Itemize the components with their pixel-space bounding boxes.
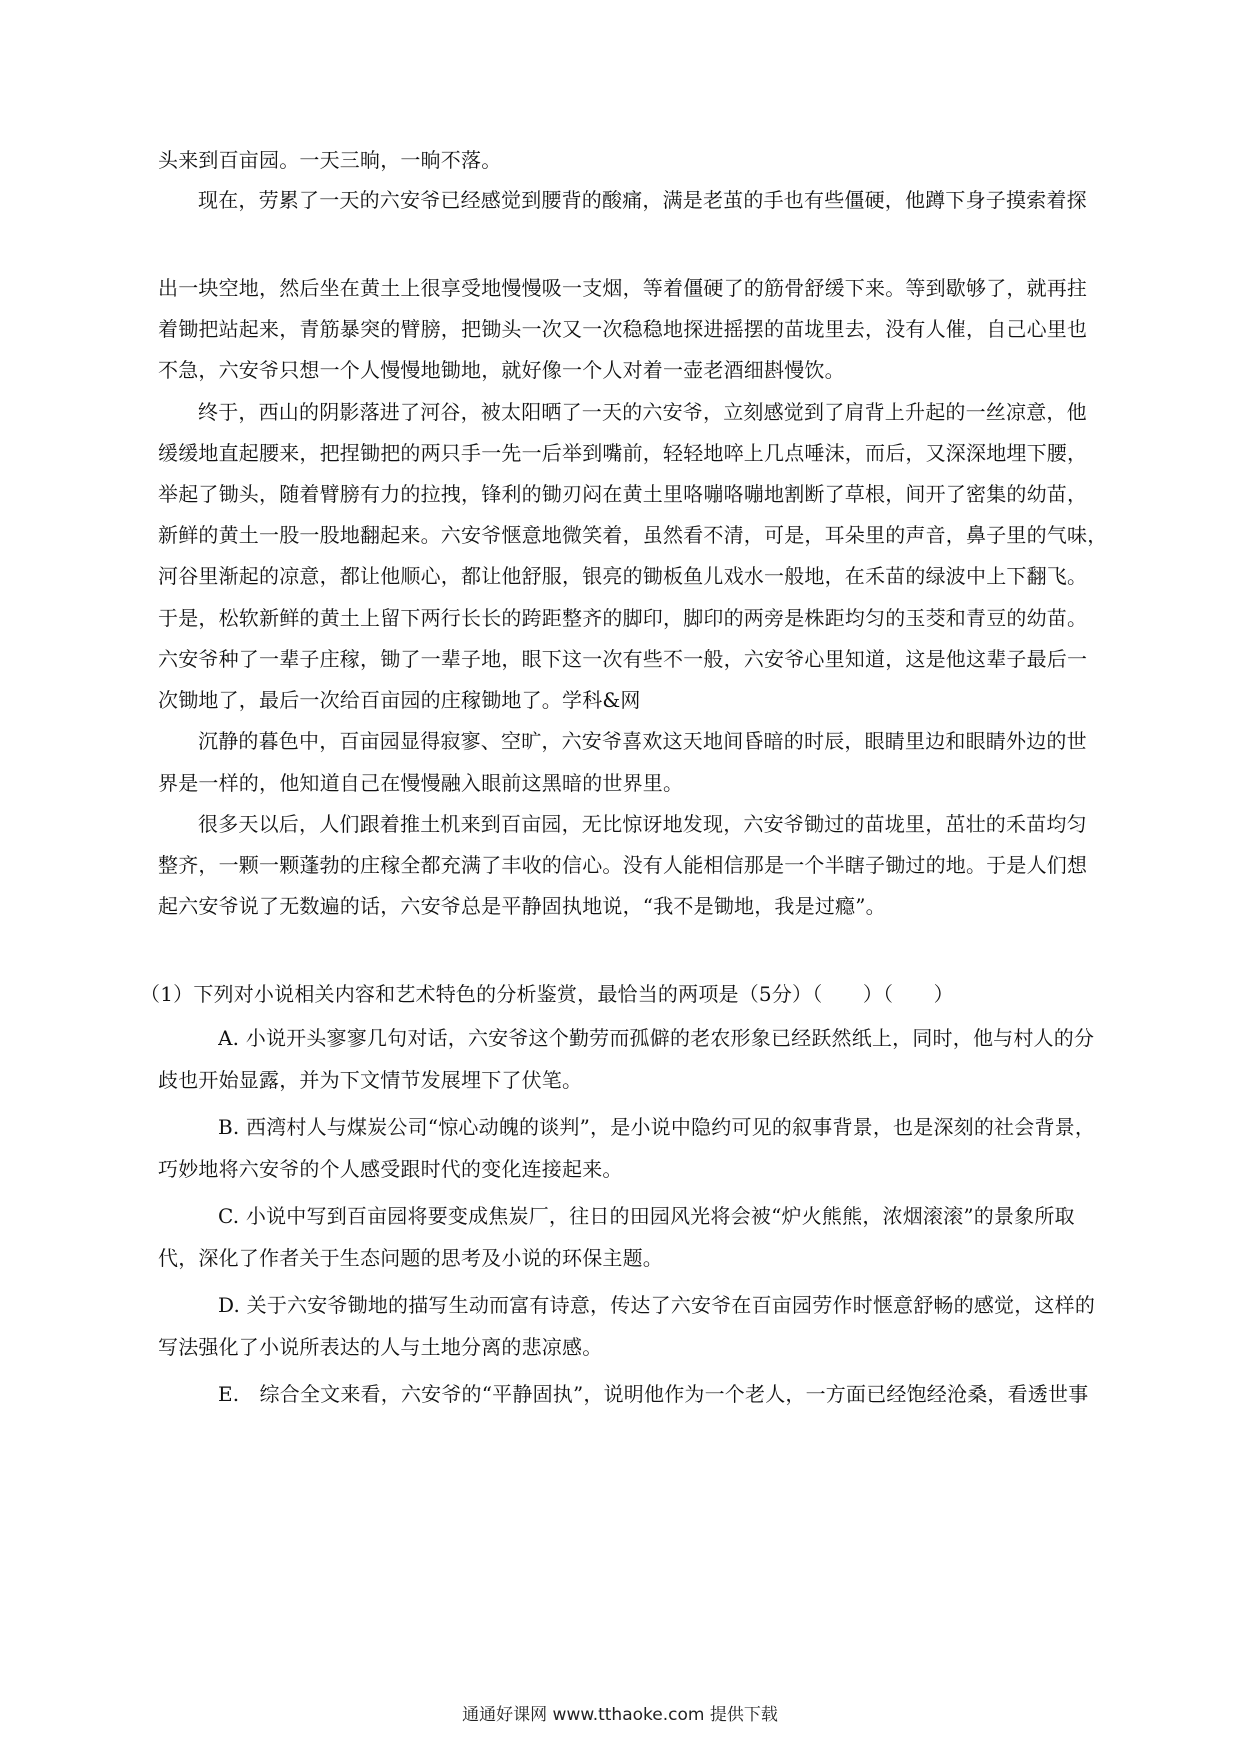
question-option-b: B. 西湾村人与煤炭公司“惊心动魄的谈判”，是小说中隐约可见的叙事背景，也是深刻的社会背景， xyxy=(218,1115,1096,1139)
passage-line: 起六安爷说了无数遍的话，六安爷总是平静固执地说，“我不是锄地，我是过瘾”。 xyxy=(158,894,886,918)
passage-line: 出一块空地，然后坐在黄土上很享受地慢慢吸一支烟，等着僵硬了的筋骨舒缓下来。等到歇够了，就再拄 xyxy=(158,276,1088,300)
passage-line: 不急，六安爷只想一个人慢慢地锄地，就好像一个人对着一壶老酒细斟慢饮。 xyxy=(158,358,845,382)
question-option-d: D. 关于六安爷锄地的描写生动而富有诗意，传达了六安爷在百亩园劳作时惬意舒畅的感觉，这样的 xyxy=(218,1293,1096,1317)
passage-line: 河谷里渐起的凉意，都让他顺心，都让他舒服，银亮的锄板鱼儿戏水一般地，在禾苗的绿波中上下翻飞。 xyxy=(158,564,1088,588)
passage-line: 举起了锄头，随着臂膀有力的拉拽，锋利的锄刃闷在黄土里咯嘣咯嘣地割断了草根，间开了密集的幼苗， xyxy=(158,482,1088,506)
question-option-a-cont: 歧也开始显露，并为下文情节发展埋下了伏笔。 xyxy=(158,1068,583,1092)
passage-line: 头来到百亩园。一天三晌，一晌不落。 xyxy=(158,148,502,172)
passage-line: 很多天以后，人们跟着推土机来到百亩园，无比惊讶地发现，六安爷锄过的苗垅里，茁壮的禾苗均匀 xyxy=(198,812,1087,836)
passage-line: 新鲜的黄土一股一股地翻起来。六安爷惬意地微笑着，虽然看不清，可是，耳朵里的声音，鼻子里的气味， xyxy=(158,523,1108,547)
question-option-e: E. 综合全文来看，六安爷的“平静固执”，说明他作为一个老人，一方面已经饱经沧桑，看透世事 xyxy=(218,1382,1089,1406)
passage-line: 现在，劳累了一天的六安爷已经感觉到腰背的酸痛，满是老茧的手也有些僵硬，他蹲下身子摸索着探 xyxy=(198,188,1087,212)
passage-line: 整齐，一颗一颗蓬勃的庄稼全都充满了丰收的信心。没有人能相信那是一个半瞎子锄过的地。于是人们想 xyxy=(158,853,1088,877)
passage-line: 六安爷种了一辈子庄稼，锄了一辈子地，眼下这一次有些不一般，六安爷心里知道，这是他这辈子最后一 xyxy=(158,647,1088,671)
passage-line: 于是，松软新鲜的黄土上留下两行长长的跨距整齐的脚印，脚印的两旁是株距均匀的玉茭和青豆的幼苗。 xyxy=(158,606,1088,630)
passage-line: 界是一样的，他知道自己在慢慢融入眼前这黑暗的世界里。 xyxy=(158,771,684,795)
question-option-c-cont: 代，深化了作者关于生态问题的思考及小说的环保主题。 xyxy=(158,1246,663,1270)
question-option-b-cont: 巧妙地将六安爷的个人感受跟时代的变化连接起来。 xyxy=(158,1157,623,1181)
page-footer: 通通好课网 www.tthaoke.com 提供下载 xyxy=(462,1705,778,1725)
passage-line: 终于，西山的阴影落进了河谷，被太阳晒了一天的六安爷，立刻感觉到了肩背上升起的一丝凉意，他 xyxy=(198,400,1087,424)
question-option-a: A. 小说开头寥寥几句对话，六安爷这个勤劳而孤僻的老农形象已经跃然纸上，同时，他与村人的分 xyxy=(218,1026,1095,1050)
question-option-d-cont: 写法强化了小说所表达的人与土地分离的悲凉感。 xyxy=(158,1335,603,1359)
question-option-c: C. 小说中写到百亩园将要变成焦炭厂，往日的田园风光将会被“炉火熊熊，浓烟滚滚”的景象所取 xyxy=(218,1204,1075,1228)
passage-line: 着锄把站起来，青筋暴突的臂膀，把锄头一次又一次稳稳地探进摇摆的苗垅里去，没有人催，自己心里也 xyxy=(158,317,1088,341)
passage-line: 缓缓地直起腰来，把捏锄把的两只手一先一后举到嘴前，轻轻地啐上几点唾沫，而后，又深深地埋下腰， xyxy=(158,441,1088,465)
passage-line: 沉静的暮色中，百亩园显得寂寥、空旷，六安爷喜欢这天地间昏暗的时辰，眼睛里边和眼睛外边的世 xyxy=(198,729,1087,753)
passage-line: 次锄地了，最后一次给百亩园的庄稼锄地了。学科&网 xyxy=(158,688,641,712)
question-stem: （1）下列对小说相关内容和艺术特色的分析鉴赏，最恰当的两项是（5分）（ ）（ ） xyxy=(140,982,954,1006)
